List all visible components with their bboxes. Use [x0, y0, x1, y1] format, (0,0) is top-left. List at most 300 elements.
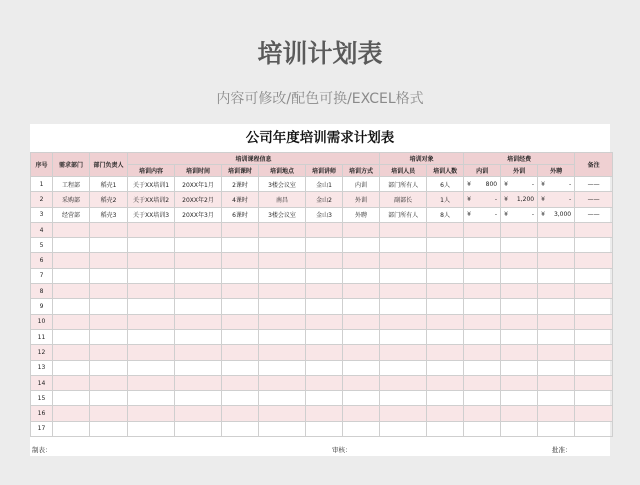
cell-hours[interactable]: [222, 375, 259, 390]
cell-content[interactable]: [128, 406, 175, 421]
table-row: [31, 299, 613, 314]
cell-owner[interactable]: [90, 406, 128, 421]
cell-content[interactable]: [128, 375, 175, 390]
cell-external[interactable]: [501, 284, 538, 299]
cell-no[interactable]: 5: [31, 238, 53, 253]
cell-method[interactable]: 外训: [343, 192, 380, 207]
cell-method[interactable]: 内训: [343, 177, 380, 192]
cell-hours[interactable]: [222, 253, 259, 268]
cell-count[interactable]: [427, 222, 464, 237]
cell-teacher[interactable]: [306, 345, 343, 360]
col-header-method: 培训方式: [343, 165, 380, 177]
cell-note[interactable]: [575, 406, 613, 421]
group-header-cost: 培训经费: [464, 153, 575, 165]
cell-hours[interactable]: [222, 329, 259, 344]
cell-method[interactable]: [343, 314, 380, 329]
table-row: [31, 238, 613, 253]
col-header-hours: 培训课时: [222, 165, 259, 177]
cell-no[interactable]: 13: [31, 360, 53, 375]
currency-symbol: ¥: [504, 211, 508, 219]
cell-teacher[interactable]: [306, 253, 343, 268]
cell-method[interactable]: [343, 329, 380, 344]
cell-content[interactable]: [128, 329, 175, 344]
cell-content[interactable]: [128, 345, 175, 360]
cell-content[interactable]: 关于XX培训1: [128, 177, 175, 192]
cell-method[interactable]: [343, 299, 380, 314]
cell-place[interactable]: [259, 314, 306, 329]
cell-content[interactable]: [128, 238, 175, 253]
cell-internal[interactable]: [464, 406, 501, 421]
cell-content[interactable]: [128, 253, 175, 268]
cell-teacher[interactable]: [306, 360, 343, 375]
cell-time[interactable]: [175, 360, 222, 375]
cell-owner[interactable]: 稻壳1: [90, 177, 128, 192]
cell-teacher[interactable]: [306, 329, 343, 344]
cell-hire[interactable]: [538, 207, 575, 222]
cell-external[interactable]: [501, 192, 538, 207]
cell-owner[interactable]: [90, 391, 128, 406]
cell-owner[interactable]: [90, 238, 128, 253]
cell-no[interactable]: 6: [31, 253, 53, 268]
cell-place[interactable]: [259, 222, 306, 237]
cell-no[interactable]: 11: [31, 329, 53, 344]
cell-hire[interactable]: [538, 360, 575, 375]
cell-hours[interactable]: [222, 222, 259, 237]
cell-external[interactable]: [501, 268, 538, 283]
cell-owner[interactable]: [90, 360, 128, 375]
cell-staff[interactable]: [380, 360, 427, 375]
cell-place[interactable]: [259, 406, 306, 421]
cell-count[interactable]: 8人: [427, 207, 464, 222]
cell-hire[interactable]: [538, 406, 575, 421]
cell-internal[interactable]: [464, 207, 501, 222]
cell-no[interactable]: 17: [31, 421, 53, 436]
cell-external[interactable]: [501, 391, 538, 406]
cell-hours[interactable]: [222, 421, 259, 436]
currency-symbol: ¥: [504, 195, 508, 203]
cell-internal[interactable]: [464, 345, 501, 360]
cell-internal[interactable]: [464, 299, 501, 314]
cell-internal[interactable]: [464, 222, 501, 237]
cell-time[interactable]: [175, 238, 222, 253]
cell-dept[interactable]: [53, 345, 90, 360]
cell-external[interactable]: [501, 406, 538, 421]
cell-dept[interactable]: 工程部: [53, 177, 90, 192]
cell-time[interactable]: [175, 253, 222, 268]
table-row: [31, 177, 613, 192]
cell-no[interactable]: 8: [31, 284, 53, 299]
cell-internal[interactable]: [464, 375, 501, 390]
col-header-owner: 部门负责人: [90, 153, 128, 177]
cell-teacher[interactable]: [306, 268, 343, 283]
cell-note[interactable]: [575, 284, 613, 299]
cell-count[interactable]: [427, 391, 464, 406]
cell-teacher[interactable]: [306, 406, 343, 421]
cell-time[interactable]: [175, 375, 222, 390]
cell-note[interactable]: ——: [575, 177, 613, 192]
cell-no[interactable]: 7: [31, 268, 53, 283]
cell-teacher[interactable]: [306, 391, 343, 406]
cell-dept[interactable]: [53, 406, 90, 421]
sheet-title: 公司年度培训需求计划表: [245, 130, 395, 146]
cell-staff[interactable]: [380, 284, 427, 299]
cell-owner[interactable]: [90, 375, 128, 390]
training-plan-table: [30, 152, 613, 437]
cell-staff[interactable]: 部门所有人: [380, 207, 427, 222]
cell-owner[interactable]: 稻壳3: [90, 207, 128, 222]
table-row: [31, 222, 613, 237]
cell-no[interactable]: 3: [31, 207, 53, 222]
cell-content[interactable]: [128, 268, 175, 283]
cell-no[interactable]: 16: [31, 406, 53, 421]
cell-external[interactable]: [501, 360, 538, 375]
cell-external[interactable]: [501, 222, 538, 237]
cell-place[interactable]: [259, 360, 306, 375]
cell-hours[interactable]: [222, 268, 259, 283]
cell-value: 800: [485, 180, 498, 188]
cell-content[interactable]: [128, 391, 175, 406]
cell-count[interactable]: [427, 345, 464, 360]
cell-internal[interactable]: [464, 391, 501, 406]
cell-hire[interactable]: [538, 268, 575, 283]
cell-owner[interactable]: [90, 268, 128, 283]
cell-method[interactable]: [343, 360, 380, 375]
cell-dept[interactable]: [53, 238, 90, 253]
cell-hire[interactable]: [538, 238, 575, 253]
cell-hours[interactable]: 4课时: [222, 192, 259, 207]
cell-method[interactable]: [343, 391, 380, 406]
cell-dept[interactable]: [53, 253, 90, 268]
cell-hire[interactable]: [538, 177, 575, 192]
col-header-staff: 培训人员: [380, 165, 427, 177]
currency-symbol: ¥: [541, 211, 545, 219]
cell-place[interactable]: 3楼会议室: [259, 207, 306, 222]
cell-dept[interactable]: 采购部: [53, 192, 90, 207]
cell-hire[interactable]: [538, 329, 575, 344]
cell-staff[interactable]: [380, 375, 427, 390]
col-header-note: 备注: [575, 153, 613, 177]
cell-method[interactable]: [343, 406, 380, 421]
cell-content[interactable]: [128, 299, 175, 314]
cell-method[interactable]: [343, 238, 380, 253]
cell-place[interactable]: [259, 391, 306, 406]
cell-count[interactable]: [427, 299, 464, 314]
cell-teacher[interactable]: 金山2: [306, 192, 343, 207]
cell-note[interactable]: ——: [575, 207, 613, 222]
cell-dept[interactable]: [53, 222, 90, 237]
cell-count[interactable]: [427, 421, 464, 436]
cell-count[interactable]: 6人: [427, 177, 464, 192]
cell-no[interactable]: 4: [31, 222, 53, 237]
cell-owner[interactable]: [90, 299, 128, 314]
cell-content[interactable]: 关于XX培训2: [128, 192, 175, 207]
cell-note[interactable]: [575, 314, 613, 329]
group-header-course-info: 培训课程信息: [128, 153, 380, 165]
cell-note[interactable]: [575, 253, 613, 268]
cell-place[interactable]: [259, 345, 306, 360]
cell-count[interactable]: [427, 329, 464, 344]
cell-content[interactable]: [128, 314, 175, 329]
cell-content[interactable]: [128, 222, 175, 237]
sheet-footer: [30, 442, 610, 456]
cell-note[interactable]: [575, 391, 613, 406]
cell-time[interactable]: 20XX年3月: [175, 207, 222, 222]
cell-hire[interactable]: [538, 253, 575, 268]
cell-value: -: [568, 195, 572, 203]
cell-dept[interactable]: [53, 391, 90, 406]
cell-dept[interactable]: [53, 329, 90, 344]
cell-time[interactable]: [175, 421, 222, 436]
col-header-hire: 外聘: [538, 165, 575, 177]
footer-made-by: 制表：: [32, 446, 52, 454]
cell-staff[interactable]: [380, 345, 427, 360]
cell-hours[interactable]: [222, 360, 259, 375]
cell-staff[interactable]: 部门所有人: [380, 177, 427, 192]
cell-owner[interactable]: [90, 421, 128, 436]
cell-value: 3,000: [553, 211, 572, 219]
cell-owner[interactable]: [90, 253, 128, 268]
cell-time[interactable]: [175, 391, 222, 406]
cell-time[interactable]: [175, 284, 222, 299]
cell-note[interactable]: ——: [575, 192, 613, 207]
cell-place[interactable]: [259, 329, 306, 344]
cell-count[interactable]: [427, 268, 464, 283]
cell-content[interactable]: 关于XX培训3: [128, 207, 175, 222]
cell-no[interactable]: 2: [31, 192, 53, 207]
page-title: 培训计划表: [257, 39, 383, 68]
cell-external[interactable]: [501, 207, 538, 222]
cell-count[interactable]: 1人: [427, 192, 464, 207]
cell-place[interactable]: [259, 268, 306, 283]
cell-staff[interactable]: [380, 238, 427, 253]
cell-value: -: [494, 211, 498, 219]
cell-internal[interactable]: [464, 177, 501, 192]
cell-place[interactable]: [259, 284, 306, 299]
cell-count[interactable]: [427, 314, 464, 329]
cell-dept[interactable]: [53, 284, 90, 299]
cell-dept[interactable]: 经营部: [53, 207, 90, 222]
cell-method[interactable]: [343, 268, 380, 283]
cell-no[interactable]: 15: [31, 391, 53, 406]
spreadsheet: [30, 124, 610, 456]
cell-time[interactable]: 20XX年1月: [175, 177, 222, 192]
cell-external[interactable]: [501, 421, 538, 436]
cell-method[interactable]: [343, 375, 380, 390]
cell-hours[interactable]: [222, 238, 259, 253]
cell-no[interactable]: 1: [31, 177, 53, 192]
cell-hire[interactable]: [538, 222, 575, 237]
cell-hire[interactable]: [538, 345, 575, 360]
cell-content[interactable]: [128, 284, 175, 299]
group-header-target: 培训对象: [380, 153, 464, 165]
col-header-internal: 内训: [464, 165, 501, 177]
table-row: [31, 207, 613, 222]
cell-time[interactable]: [175, 345, 222, 360]
cell-internal[interactable]: [464, 192, 501, 207]
table-row: [31, 360, 613, 375]
cell-note[interactable]: [575, 268, 613, 283]
cell-hire[interactable]: [538, 299, 575, 314]
table-row: [31, 391, 613, 406]
cell-external[interactable]: [501, 375, 538, 390]
cell-no[interactable]: 9: [31, 299, 53, 314]
cell-place[interactable]: 南昌: [259, 192, 306, 207]
cell-dept[interactable]: [53, 299, 90, 314]
cell-internal[interactable]: [464, 314, 501, 329]
cell-hire[interactable]: [538, 192, 575, 207]
cell-count[interactable]: [427, 360, 464, 375]
cell-method[interactable]: [343, 284, 380, 299]
table-row: [31, 375, 613, 390]
cell-staff[interactable]: [380, 421, 427, 436]
cell-external[interactable]: [501, 177, 538, 192]
cell-method[interactable]: [343, 222, 380, 237]
cell-hire[interactable]: [538, 421, 575, 436]
cell-count[interactable]: [427, 253, 464, 268]
cell-external[interactable]: [501, 345, 538, 360]
cell-value: -: [531, 180, 535, 188]
cell-time[interactable]: [175, 314, 222, 329]
cell-internal[interactable]: [464, 238, 501, 253]
cell-no[interactable]: 14: [31, 375, 53, 390]
cell-dept[interactable]: [53, 314, 90, 329]
cell-external[interactable]: [501, 314, 538, 329]
currency-symbol: ¥: [467, 211, 471, 219]
cell-staff[interactable]: [380, 329, 427, 344]
cell-time[interactable]: [175, 329, 222, 344]
cell-no[interactable]: 10: [31, 314, 53, 329]
cell-hours[interactable]: [222, 314, 259, 329]
cell-teacher[interactable]: [306, 238, 343, 253]
cell-note[interactable]: [575, 421, 613, 436]
cell-staff[interactable]: [380, 253, 427, 268]
cell-method[interactable]: [343, 253, 380, 268]
cell-staff[interactable]: [380, 406, 427, 421]
cell-internal[interactable]: [464, 329, 501, 344]
cell-owner[interactable]: [90, 284, 128, 299]
cell-method[interactable]: 外聘: [343, 207, 380, 222]
cell-count[interactable]: [427, 284, 464, 299]
cell-teacher[interactable]: [306, 299, 343, 314]
cell-place[interactable]: [259, 375, 306, 390]
cell-dept[interactable]: [53, 421, 90, 436]
col-header-content: 培训内容: [128, 165, 175, 177]
table-row: [31, 314, 613, 329]
cell-internal[interactable]: [464, 360, 501, 375]
cell-teacher[interactable]: 金山1: [306, 177, 343, 192]
page-subtitle: 内容可修改/配色可换/EXCEL格式: [216, 91, 424, 107]
cell-time[interactable]: [175, 222, 222, 237]
table-row: [31, 192, 613, 207]
cell-external[interactable]: [501, 329, 538, 344]
cell-teacher[interactable]: [306, 421, 343, 436]
cell-teacher[interactable]: [306, 222, 343, 237]
cell-note[interactable]: [575, 345, 613, 360]
cell-owner[interactable]: [90, 345, 128, 360]
cell-hours[interactable]: 2课时: [222, 177, 259, 192]
cell-place[interactable]: [259, 238, 306, 253]
cell-hours[interactable]: [222, 406, 259, 421]
cell-hours[interactable]: [222, 284, 259, 299]
cell-note[interactable]: [575, 329, 613, 344]
cell-hours[interactable]: [222, 391, 259, 406]
cell-teacher[interactable]: 金山3: [306, 207, 343, 222]
cell-place[interactable]: [259, 253, 306, 268]
cell-staff[interactable]: [380, 314, 427, 329]
cell-owner[interactable]: [90, 222, 128, 237]
cell-time[interactable]: 20XX年2月: [175, 192, 222, 207]
cell-internal[interactable]: [464, 268, 501, 283]
cell-internal[interactable]: [464, 421, 501, 436]
cell-place[interactable]: [259, 299, 306, 314]
cell-teacher[interactable]: [306, 314, 343, 329]
cell-dept[interactable]: [53, 268, 90, 283]
cell-place[interactable]: [259, 421, 306, 436]
cell-hire[interactable]: [538, 375, 575, 390]
cell-time[interactable]: [175, 406, 222, 421]
cell-dept[interactable]: [53, 360, 90, 375]
cell-time[interactable]: [175, 299, 222, 314]
cell-note[interactable]: [575, 299, 613, 314]
cell-staff[interactable]: [380, 268, 427, 283]
cell-count[interactable]: [427, 406, 464, 421]
cell-external[interactable]: [501, 238, 538, 253]
cell-staff[interactable]: [380, 391, 427, 406]
cell-method[interactable]: [343, 345, 380, 360]
cell-hire[interactable]: [538, 391, 575, 406]
cell-note[interactable]: [575, 222, 613, 237]
cell-external[interactable]: [501, 253, 538, 268]
cell-teacher[interactable]: [306, 375, 343, 390]
cell-owner[interactable]: [90, 314, 128, 329]
cell-staff[interactable]: 副部长: [380, 192, 427, 207]
cell-dept[interactable]: [53, 375, 90, 390]
cell-teacher[interactable]: [306, 284, 343, 299]
cell-content[interactable]: [128, 360, 175, 375]
cell-hours[interactable]: 6课时: [222, 207, 259, 222]
cell-note[interactable]: [575, 375, 613, 390]
cell-hire[interactable]: [538, 314, 575, 329]
cell-no[interactable]: 12: [31, 345, 53, 360]
currency-symbol: ¥: [541, 180, 545, 188]
cell-hours[interactable]: [222, 299, 259, 314]
cell-owner[interactable]: [90, 329, 128, 344]
footer-review: 审核：: [332, 446, 352, 454]
cell-staff[interactable]: [380, 299, 427, 314]
cell-owner[interactable]: 稻壳2: [90, 192, 128, 207]
cell-place[interactable]: 3楼会议室: [259, 177, 306, 192]
col-header-external: 外训: [501, 165, 538, 177]
cell-count[interactable]: [427, 375, 464, 390]
cell-note[interactable]: [575, 238, 613, 253]
cell-value: 1,200: [516, 195, 535, 203]
cell-note[interactable]: [575, 360, 613, 375]
cell-count[interactable]: [427, 238, 464, 253]
cell-time[interactable]: [175, 268, 222, 283]
cell-staff[interactable]: [380, 222, 427, 237]
currency-symbol: ¥: [504, 180, 508, 188]
cell-hours[interactable]: [222, 345, 259, 360]
cell-internal[interactable]: [464, 253, 501, 268]
cell-method[interactable]: [343, 421, 380, 436]
currency-symbol: ¥: [467, 195, 471, 203]
table-row: [31, 421, 613, 436]
cell-external[interactable]: [501, 299, 538, 314]
col-header-count: 培训人数: [427, 165, 464, 177]
cell-internal[interactable]: [464, 284, 501, 299]
cell-hire[interactable]: [538, 284, 575, 299]
cell-content[interactable]: [128, 421, 175, 436]
